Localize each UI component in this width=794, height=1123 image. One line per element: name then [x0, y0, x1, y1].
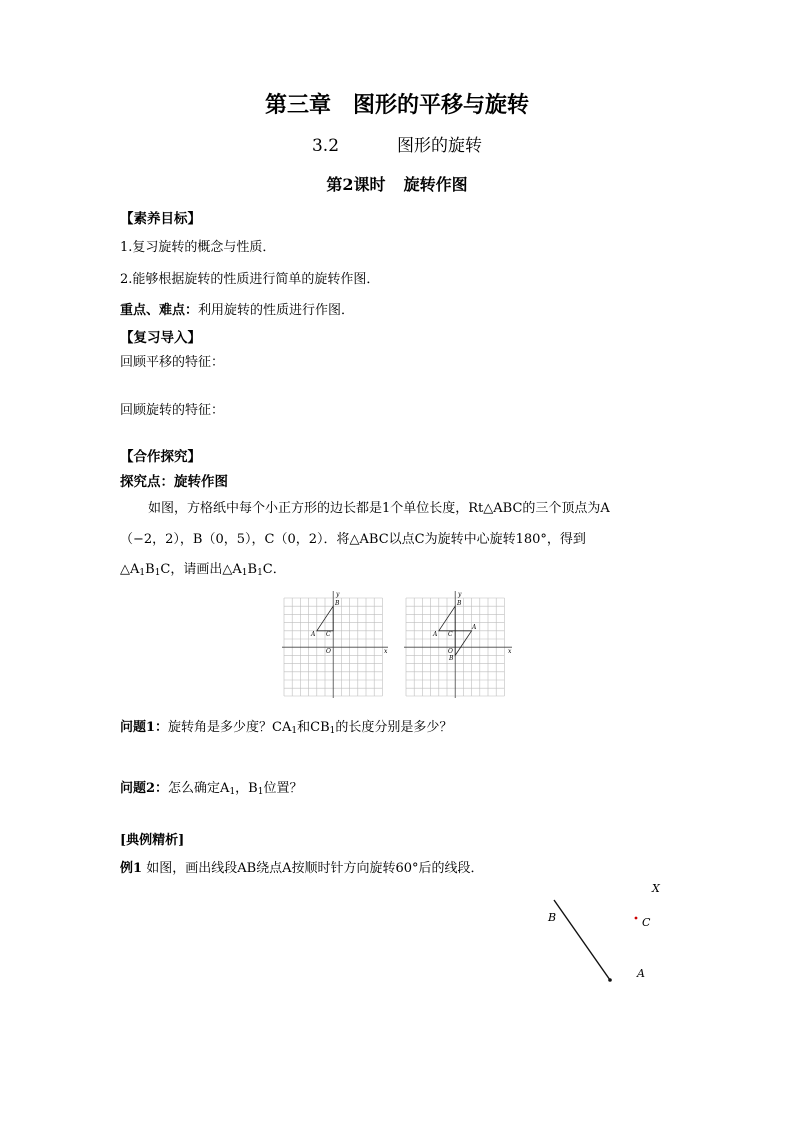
lesson-number: 第2课时 — [326, 175, 386, 194]
lesson-topic: 旋转作图 — [403, 175, 468, 194]
explore-paragraph-line-2: （−2，2），B（0，5），C（0，2）．将△ABC以点C为旋转中心旋转180°，得到 — [120, 532, 586, 547]
grid-figure-original — [282, 590, 390, 698]
text-fragment: C，请画出△A — [160, 562, 242, 577]
point-b-label: B — [457, 600, 462, 607]
review-heading: 【复习导入】 — [120, 330, 201, 346]
key-points — [120, 299, 354, 318]
point-c-dot — [635, 917, 638, 920]
example-label: 例1 — [120, 861, 143, 876]
point-a-label: A — [637, 967, 645, 980]
section-title — [0, 131, 794, 156]
example-text: 如图，画出线段AB绕点A按顺时针方向旋转60°后的线段． — [146, 861, 484, 876]
explore-point: 探究点：旋转作图 — [120, 474, 228, 490]
point-b1-label: B — [449, 655, 454, 662]
text-fragment: △A — [120, 562, 140, 577]
explore-paragraph-line-1: 如图，方格纸中每个小正方形的边长都是1个单位长度，Rt△ABC的三个顶点为A — [148, 501, 610, 516]
text-fragment: 旋转角是多少度？CA — [168, 720, 292, 735]
goals-heading: 【素养目标】 — [120, 211, 201, 227]
subscript: 1 — [139, 568, 146, 578]
example-figure — [540, 880, 680, 990]
subscript: 1 — [229, 787, 236, 797]
origin-label: O — [448, 648, 453, 655]
chapter-title: 第三章 图形的平移与旋转 — [264, 92, 529, 118]
point-a-label: A — [311, 631, 316, 638]
key-label: 重点、难点： — [120, 303, 199, 318]
point-a-label: A — [433, 631, 438, 638]
point-b-label: B — [548, 911, 557, 924]
text-fragment: C． — [262, 562, 286, 577]
subscript: 1 — [291, 726, 298, 736]
point-a1-label: A — [472, 624, 477, 631]
section-name: 图形的旋转 — [397, 136, 483, 156]
point-c-label: C — [642, 916, 651, 929]
goal-item-2: 2.能够根据旋转的性质进行简单的旋转作图． — [120, 272, 380, 287]
text-fragment: B — [247, 562, 258, 577]
segment-ab — [554, 900, 610, 980]
grid-figure-rotated — [404, 590, 516, 698]
key-text: 利用旋转的性质进行作图． — [198, 303, 355, 318]
origin-label: O — [326, 648, 331, 655]
section-number: 3.2 — [311, 136, 340, 156]
y-axis-label: y — [336, 591, 340, 598]
text-fragment: 和CB — [297, 720, 330, 735]
goal-item-1: 1.复习旋转的概念与性质． — [120, 240, 276, 255]
x-axis-label: x — [508, 648, 512, 655]
question-1-label: 问题1： — [120, 720, 169, 735]
text-fragment: 的长度分别是多少？ — [335, 720, 453, 735]
point-a-dot — [608, 978, 612, 982]
question-2-label: 问题2： — [120, 781, 169, 796]
explore-heading: 【合作探究】 — [120, 449, 201, 465]
subscript: 1 — [329, 726, 336, 736]
text-fragment: ，B — [235, 781, 258, 796]
subscript: 1 — [257, 568, 263, 578]
text-fragment: 位置？ — [263, 781, 303, 796]
example-1 — [120, 857, 484, 876]
example-heading: [典例精析] — [120, 833, 185, 848]
text-fragment: B — [145, 562, 155, 577]
lesson-title — [0, 172, 794, 195]
point-b-label: B — [335, 600, 340, 607]
explore-paragraph-line-3 — [120, 558, 286, 578]
subscript: 1 — [257, 787, 264, 797]
subscript: 1 — [154, 568, 161, 578]
x-axis-label: x — [384, 648, 388, 655]
point-c-label: C — [448, 631, 453, 638]
review-question-2: 回顾旋转的特征： — [120, 403, 225, 418]
review-question-1: 回顾平移的特征： — [120, 355, 225, 370]
point-c-label: C — [326, 631, 331, 638]
point-x-label: X — [652, 882, 660, 895]
text-fragment: 怎么确定A — [168, 781, 230, 796]
question-1 — [120, 716, 452, 736]
question-2 — [120, 777, 302, 797]
subscript: 1 — [241, 568, 248, 578]
y-axis-label: y — [458, 591, 462, 598]
